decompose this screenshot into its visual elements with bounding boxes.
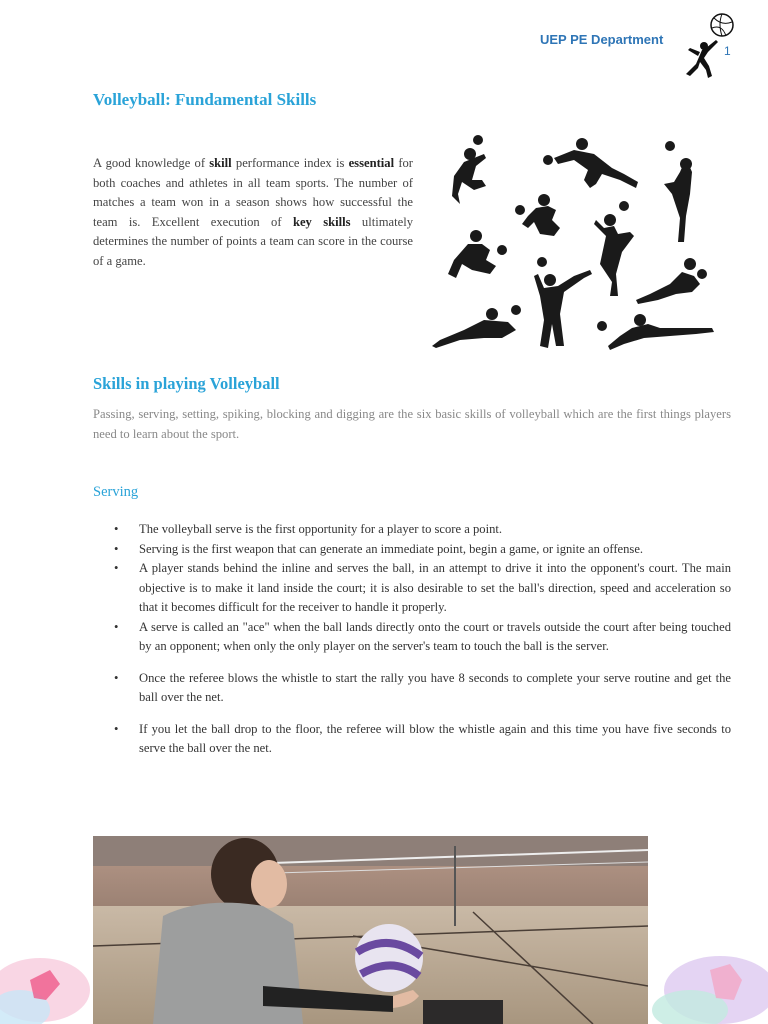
list-item: • Serving is the first weapon that can generate an immediate point, begin a game, or ignite an offense. — [112, 540, 731, 560]
intro-bold-skill: skill — [209, 156, 232, 170]
list-item: • Once the referee blows the whistle to start the rally you have 8 seconds to complete your serve routine and get the ball over the net. — [112, 669, 731, 708]
serving-bullet-list — [112, 520, 731, 759]
volleyball-players-silhouettes — [424, 124, 724, 360]
skills-paragraph: Passing, serving, setting, spiking, blocking and digging are the six basic skills of volleyball which are the first things players need to learn about the sport. — [93, 407, 731, 441]
decorative-watercolor-right — [650, 940, 768, 1024]
page-number: 1 — [724, 44, 731, 58]
page-title: Volleyball: Fundamental Skills — [93, 90, 317, 109]
skills-heading: Skills in playing Volleyball — [93, 374, 280, 393]
header-department: UEP PE Department — [540, 32, 664, 47]
intro-paragraph — [93, 154, 413, 271]
intro-text-3: for both coaches and athletes in all team sports. The number of matches a team won in a season shows how successful the team is. Excellent execution of — [93, 156, 413, 229]
intro-bold-essential: essential — [348, 156, 395, 170]
list-item: • A player stands behind the inline and serves the ball, in an attempt to drive it into the opponent's court. The main objective is to make it land inside the court; it is also desirable to set the ball's direction, speed and acceleration so that it becomes difficult for the receiver to handle it properly. — [112, 559, 731, 618]
intro-text-4: ultimately determines the number of points a team can score in the course of a game. — [93, 214, 413, 268]
intro-text-2: performance index is — [235, 156, 345, 170]
intro-text-1: A good knowledge of — [93, 156, 206, 170]
player-holding-volleyball-photo — [93, 836, 648, 1024]
volleyball-player-logo-icon — [674, 12, 742, 82]
list-item: • If you let the ball drop to the floor, the referee will blow the whistle again and this time you have five seconds to serve the ball over the net. — [112, 720, 731, 759]
serving-heading: Serving — [93, 484, 139, 500]
list-item: • The volleyball serve is the first opportunity for a player to score a point. — [112, 520, 731, 540]
decorative-watercolor-left — [0, 940, 96, 1024]
list-item: • A serve is called an "ace" when the ball lands directly onto the court or travels outside the court after being touched by an opponent; when only the only player on the server's team to touch the ball is the server. — [112, 618, 731, 657]
intro-bold-key-skills: key skills — [292, 214, 351, 229]
